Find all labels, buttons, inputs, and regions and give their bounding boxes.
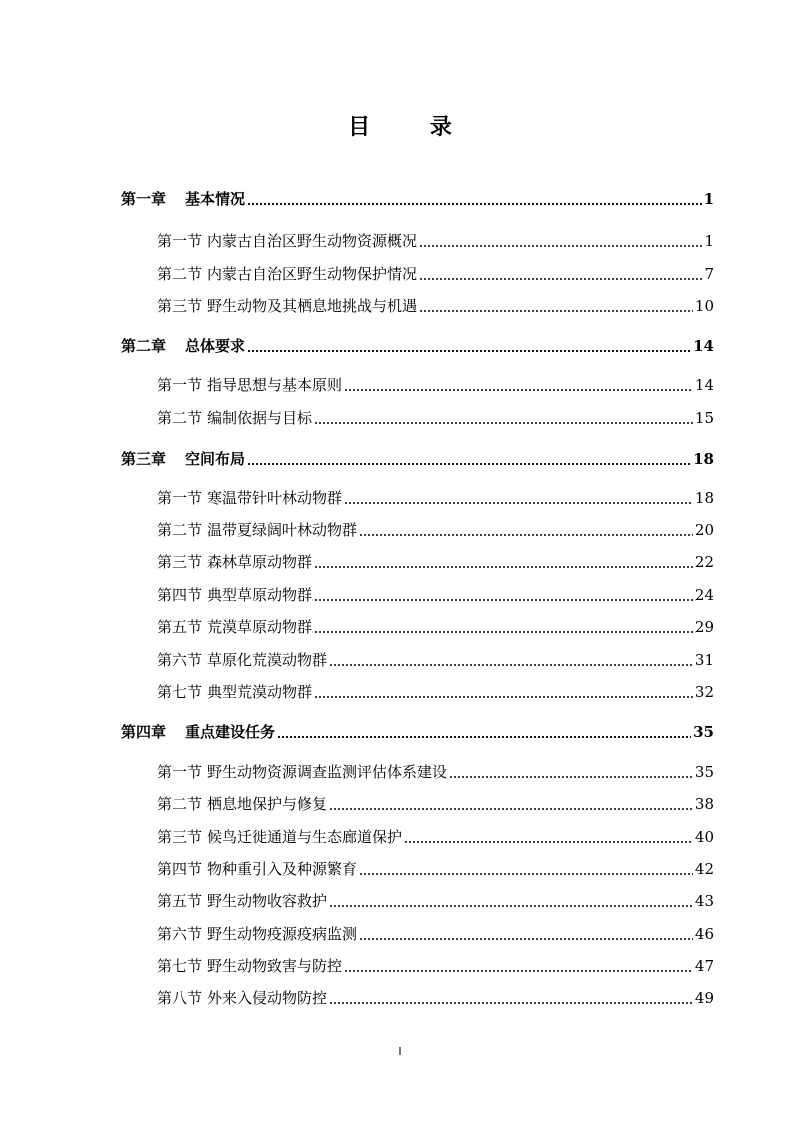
toc-section-entry[interactable]	[157, 794, 714, 814]
toc-section-entry[interactable]	[157, 762, 714, 782]
toc-chapter-entry[interactable]	[121, 189, 714, 209]
toc-section-entry[interactable]	[157, 650, 714, 670]
toc-dot-leader	[419, 310, 693, 312]
toc-entry-label: 栖息地保护与修复	[207, 795, 328, 813]
toc-dot-leader	[404, 841, 693, 843]
toc-entry-label: 总体要求	[185, 337, 246, 355]
toc-entry-number: 第二节	[157, 521, 203, 539]
toc-entry-label: 森林草原动物群	[207, 553, 313, 571]
toc-entry-page: 18	[693, 450, 714, 468]
toc-entry-number: 第四节	[157, 860, 203, 878]
toc-entry-number: 第二节	[157, 409, 203, 427]
toc-entry-page: 47	[694, 957, 714, 975]
toc-section-entry[interactable]	[157, 296, 714, 316]
toc-entry-page: 38	[694, 795, 714, 813]
toc-chapter-entry[interactable]	[121, 449, 714, 469]
toc-entry-label: 空间布局	[185, 450, 246, 468]
toc-entry-number: 第八节	[157, 989, 203, 1007]
toc-section-entry[interactable]	[157, 988, 714, 1008]
toc-section-entry[interactable]	[157, 956, 714, 976]
toc-entry-number: 第七节	[157, 957, 203, 975]
toc-entry-label: 内蒙古自治区野生动物资源概况	[207, 232, 418, 250]
toc-entry-page: 43	[694, 892, 714, 910]
toc-dot-leader	[449, 776, 693, 778]
toc-entry-page: 18	[694, 489, 714, 507]
toc-entry-label: 野生动物致害与防控	[207, 957, 343, 975]
toc-entry-label: 温带夏绿阔叶林动物群	[207, 521, 358, 539]
page-number-footer: I	[398, 1045, 402, 1058]
toc-entry-page: 1	[703, 190, 714, 208]
toc-dot-leader	[344, 970, 693, 972]
toc-dot-leader	[314, 599, 693, 601]
toc-entry-page: 7	[704, 265, 714, 283]
toc-entry-label: 基本情况	[185, 190, 246, 208]
toc-entry-page: 1	[704, 232, 714, 250]
toc-section-entry[interactable]	[157, 520, 714, 540]
toc-section-entry[interactable]	[157, 585, 714, 605]
toc-section-entry[interactable]	[157, 231, 714, 251]
toc-entry-number: 第二节	[157, 265, 203, 283]
toc-entry-page: 40	[694, 828, 714, 846]
toc-dot-leader	[247, 463, 691, 465]
toc-entry-number: 第一节	[157, 232, 203, 250]
toc-entry-number: 第一章	[121, 190, 167, 208]
toc-entry-label: 草原化荒漠动物群	[207, 651, 328, 669]
toc-entry-number: 第七节	[157, 683, 203, 701]
toc-dot-leader	[419, 278, 702, 280]
toc-entry-label: 野生动物收容救护	[207, 892, 328, 910]
toc-section-entry[interactable]	[157, 891, 714, 911]
toc-entry-page: 35	[694, 763, 714, 781]
toc-section-entry[interactable]	[157, 488, 714, 508]
toc-entry-number: 第六节	[157, 925, 203, 943]
toc-entry-label: 野生动物疫源疫病监测	[207, 925, 358, 943]
toc-entry-label: 物种重引入及种源繁育	[207, 860, 358, 878]
toc-entry-number: 第一节	[157, 376, 203, 394]
toc-dot-leader	[314, 566, 693, 568]
toc-section-entry[interactable]	[157, 924, 714, 944]
toc-entry-page: 22	[694, 553, 714, 571]
toc-entry-page: 24	[694, 586, 714, 604]
toc-entry-label: 荒漠草原动物群	[207, 618, 313, 636]
toc-section-entry[interactable]	[157, 375, 714, 395]
toc-entry-label: 重点建设任务	[185, 723, 276, 741]
toc-dot-leader	[344, 389, 693, 391]
toc-dot-leader	[344, 502, 693, 504]
toc-entry-page: 14	[693, 337, 714, 355]
toc-entry-number: 第四章	[121, 723, 167, 741]
toc-dot-leader	[329, 905, 693, 907]
toc-entry-page: 29	[694, 618, 714, 636]
toc-section-entry[interactable]	[157, 859, 714, 879]
toc-section-entry[interactable]	[157, 408, 714, 428]
toc-dot-leader	[329, 664, 693, 666]
toc-dot-leader	[329, 1002, 693, 1004]
toc-dot-leader	[247, 203, 702, 205]
toc-entry-label: 内蒙古自治区野生动物保护情况	[207, 265, 418, 283]
toc-dot-leader	[277, 736, 691, 738]
toc-entry-number: 第五节	[157, 892, 203, 910]
toc-entry-number: 第二节	[157, 795, 203, 813]
toc-entry-label: 野生动物资源调查监测评估体系建设	[207, 763, 448, 781]
toc-dot-leader	[314, 696, 693, 698]
toc-entry-label: 寒温带针叶林动物群	[207, 489, 343, 507]
toc-section-entry[interactable]	[157, 682, 714, 702]
toc-entry-page: 49	[694, 989, 714, 1007]
page-title: 目 录	[348, 114, 478, 140]
toc-entry-number: 第一节	[157, 489, 203, 507]
toc-entry-page: 32	[694, 683, 714, 701]
toc-dot-leader	[329, 808, 693, 810]
toc-entry-label: 野生动物及其栖息地挑战与机遇	[207, 297, 418, 315]
toc-section-entry[interactable]	[157, 264, 714, 284]
toc-dot-leader	[359, 938, 693, 940]
toc-dot-leader	[314, 631, 693, 633]
toc-dot-leader	[359, 534, 693, 536]
toc-entry-page: 46	[694, 925, 714, 943]
toc-entry-page: 15	[694, 409, 714, 427]
toc-chapter-entry[interactable]	[121, 336, 714, 356]
toc-entry-number: 第三节	[157, 297, 203, 315]
toc-entry-number: 第三节	[157, 553, 203, 571]
toc-entry-page: 31	[694, 651, 714, 669]
toc-entry-number: 第五节	[157, 618, 203, 636]
toc-dot-leader	[419, 245, 702, 247]
toc-entry-number: 第四节	[157, 586, 203, 604]
toc-entry-number: 第三节	[157, 828, 203, 846]
toc-section-entry[interactable]	[157, 552, 714, 572]
toc-section-entry[interactable]	[157, 617, 714, 637]
toc-section-entry[interactable]	[157, 827, 714, 847]
toc-entry-number: 第一节	[157, 763, 203, 781]
toc-dot-leader	[359, 873, 693, 875]
toc-entry-page: 14	[694, 376, 714, 394]
toc-entry-number: 第六节	[157, 651, 203, 669]
toc-entry-number: 第二章	[121, 337, 167, 355]
toc-entry-label: 候鸟迁徙通道与生态廊道保护	[207, 828, 403, 846]
toc-entry-label: 编制依据与目标	[207, 409, 313, 427]
toc-entry-number: 第三章	[121, 450, 167, 468]
toc-entry-page: 42	[694, 860, 714, 878]
toc-entry-page: 20	[694, 521, 714, 539]
toc-entry-page: 35	[693, 723, 714, 741]
toc-entry-label: 典型草原动物群	[207, 586, 313, 604]
toc-chapter-entry[interactable]	[121, 722, 714, 742]
toc-entry-page: 10	[694, 297, 714, 315]
toc-dot-leader	[247, 350, 691, 352]
toc-entry-label: 外来入侵动物防控	[207, 989, 328, 1007]
toc-dot-leader	[314, 422, 693, 424]
toc-entry-label: 指导思想与基本原则	[207, 376, 343, 394]
toc-entry-label: 典型荒漠动物群	[207, 683, 313, 701]
